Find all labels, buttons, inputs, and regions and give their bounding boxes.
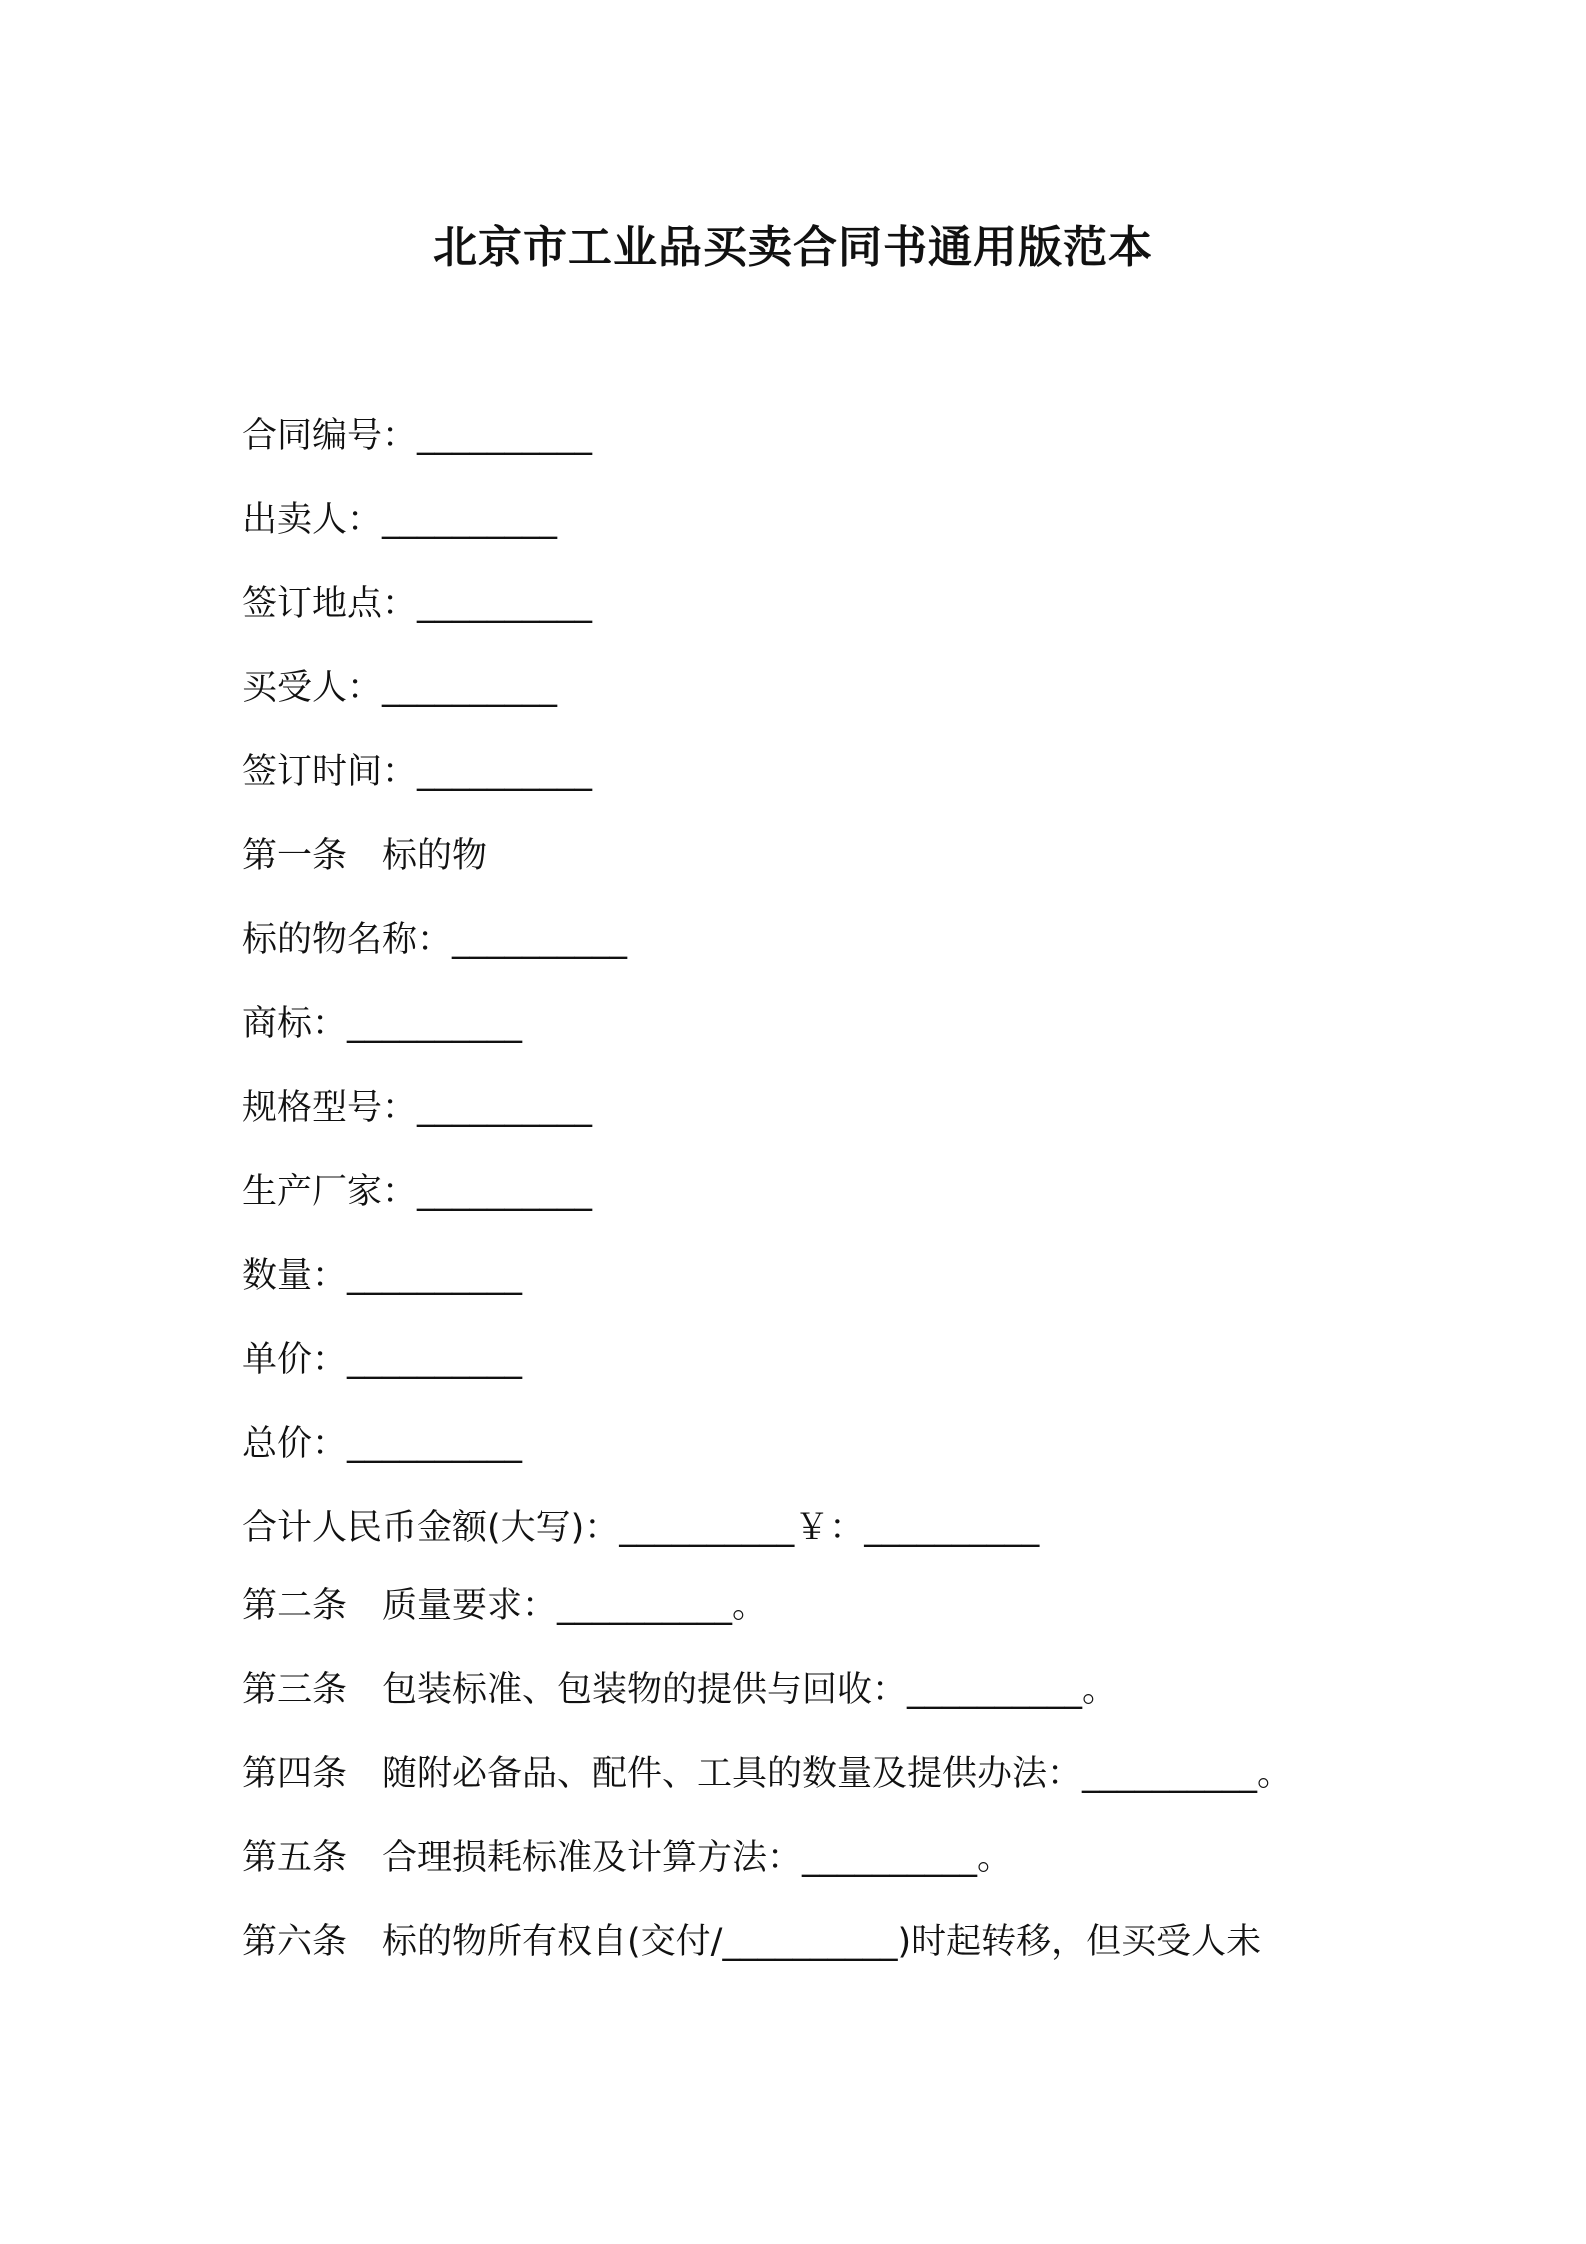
article-4-line: 第四条 随附必备品、配件、工具的数量及提供办法：__________。 — [242, 1754, 1293, 1794]
buyer-line: 买受人：__________ — [242, 668, 558, 708]
article-5-line: 第五条 合理损耗标准及计算方法：__________。 — [242, 1838, 1013, 1878]
unit-price-line: 单价：__________ — [242, 1340, 523, 1380]
contract-number-line: 合同编号：__________ — [242, 416, 593, 456]
quantity-line: 数量：__________ — [242, 1256, 523, 1296]
model-line: 规格型号：__________ — [242, 1088, 593, 1128]
article-2-line: 第二条 质量要求：__________。 — [242, 1586, 768, 1626]
article-6-line: 第六条 标的物所有权自(交付/__________)时起转移，但买受人未 — [242, 1922, 1262, 1962]
trademark-line: 商标：__________ — [242, 1004, 523, 1044]
document-title: 北京市工业品买卖合同书通用版范本 — [433, 222, 1153, 273]
manufacturer-line: 生产厂家：__________ — [242, 1172, 593, 1212]
article-3-line: 第三条 包装标准、包装物的提供与回收：__________。 — [242, 1670, 1118, 1710]
signing-place-line: 签订地点：__________ — [242, 584, 593, 624]
total-price-line: 总价：__________ — [242, 1424, 523, 1464]
subject-name-line: 标的物名称：__________ — [242, 920, 628, 960]
signing-time-line: 签订时间：__________ — [242, 752, 593, 792]
article-1-heading: 第一条 标的物 — [242, 836, 488, 876]
seller-line: 出卖人：__________ — [242, 500, 558, 540]
total-rmb-amount-line: 合计人民币金额(大写)：__________￥：__________ — [242, 1508, 1040, 1548]
contract-body — [242, 408, 1402, 1998]
